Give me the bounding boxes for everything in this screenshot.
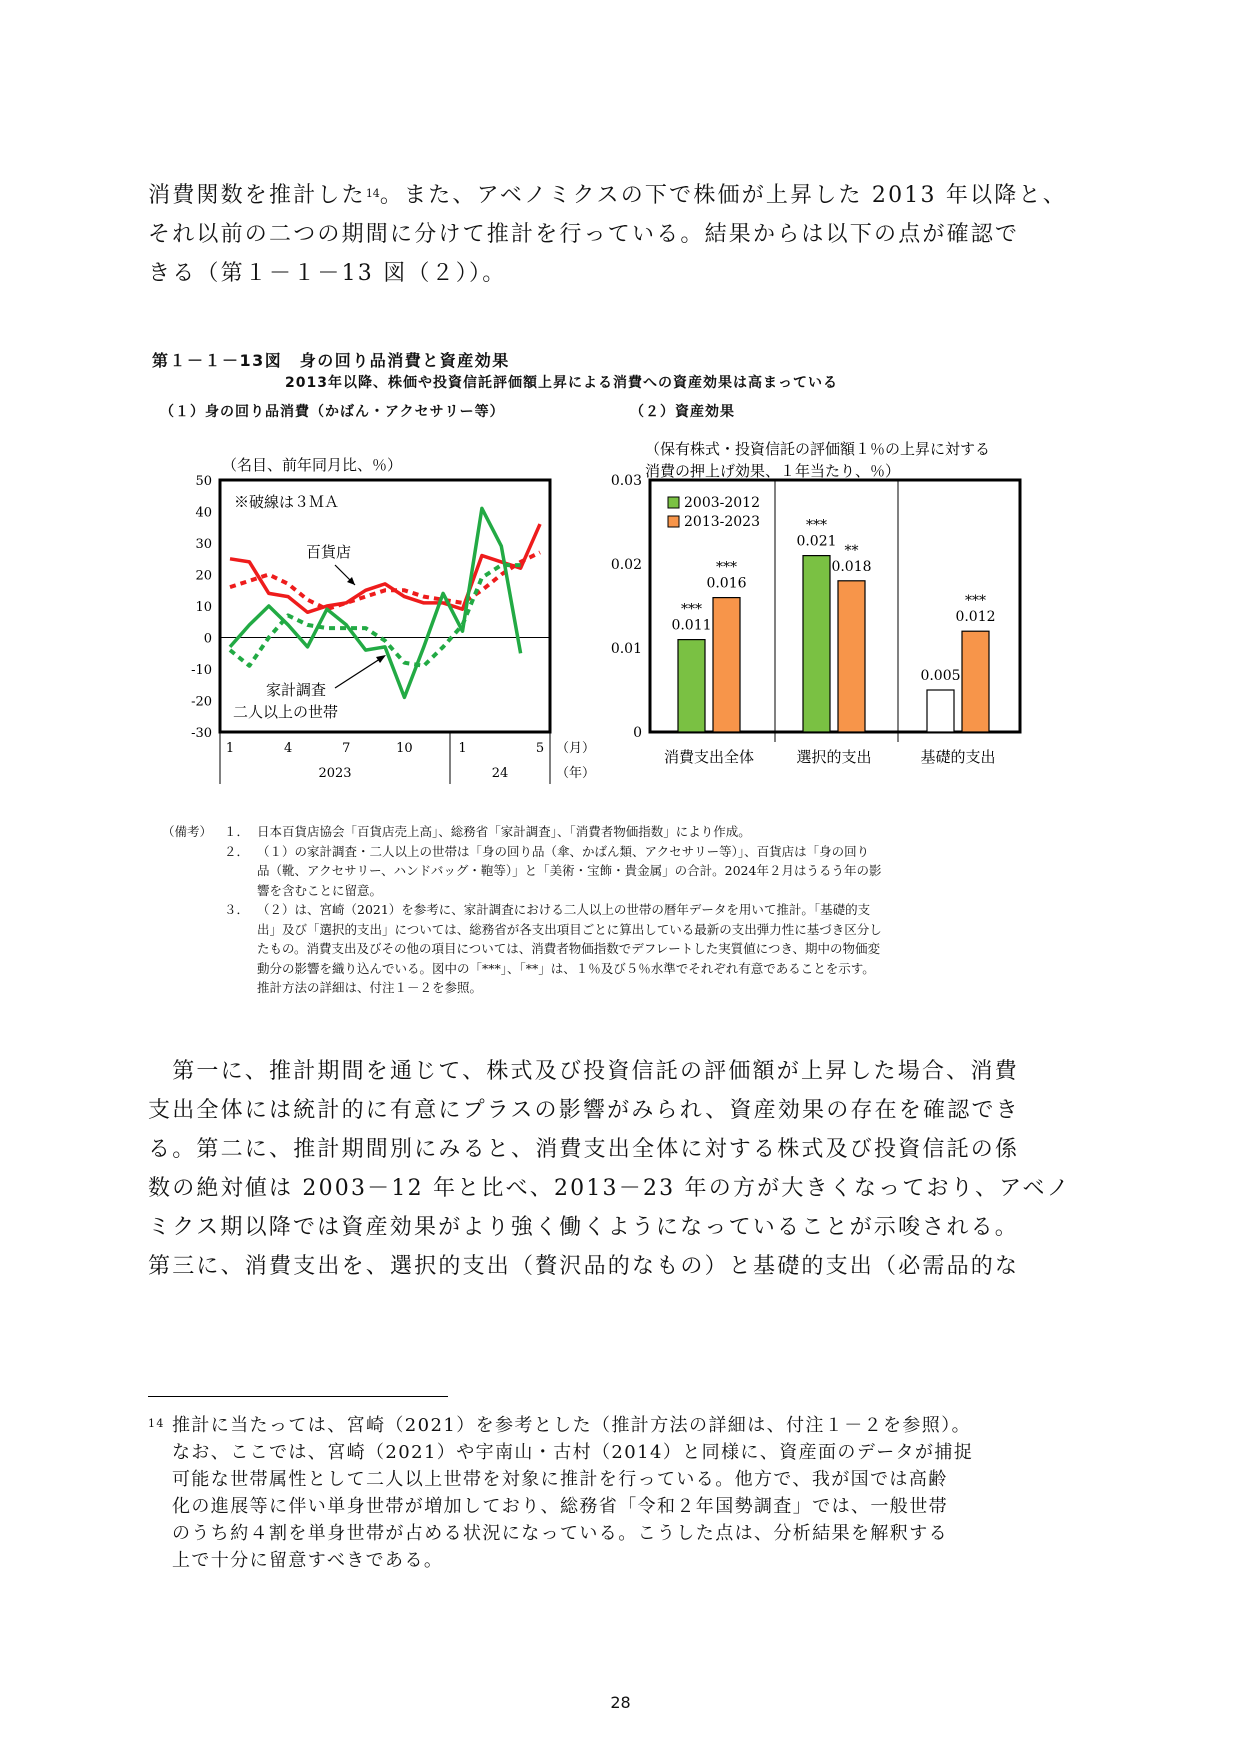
footnote-line: 上で十分に留意すべきである。: [172, 1550, 444, 1571]
note-line: （２）は、宮崎（2021）を参考に、家計調査における二人以上の世帯の暦年データを用いて推計。「基礎的支: [257, 902, 871, 917]
intro-line: それ以前の二つの期間に分けて推計を行っている。結果からは以下の点が確認で: [148, 222, 1020, 247]
x-month-unit: （月）: [556, 741, 596, 756]
intro-line: 消費関数を推計した$^{14}$。また、アベノミクスの下で株価が上昇した 2013 年以降と、: [148, 183, 1067, 208]
note-line: 推計方法の詳細は、付注１－２を参照。: [257, 980, 483, 995]
y-tick-label: 30: [195, 537, 212, 552]
legend-label: 2013-2023: [684, 514, 760, 530]
footnote-line: なお、ここでは、宮崎（2021）や宇南山・古村（2014）と同様に、資産面のデータが捕捉: [172, 1442, 974, 1463]
significance-label: **: [844, 542, 859, 559]
significance-label: ***: [965, 593, 986, 610]
note-item: [162, 842, 1092, 901]
annotation-household: 二人以上の世帯: [233, 703, 339, 721]
intro-paragraph: [148, 176, 1067, 293]
data-label: 0.011: [671, 617, 712, 634]
y-tick-label: 0.01: [610, 641, 642, 657]
body-line: る。第二に、推計期間別にみると、消費支出全体に対する株式及び投資信託の係: [148, 1137, 1020, 1162]
footnote-line: 推計に当たっては、宮崎（2021）を参考とした（推計方法の詳細は、付注１－２を参照）。: [172, 1415, 972, 1436]
y-tick-label: 0.03: [610, 473, 642, 489]
body-line: 支出全体には統計的に有意にプラスの影響がみられ、資産効果の存在を確認でき: [148, 1098, 1020, 1123]
data-label: 0.005: [920, 668, 961, 684]
x-year-unit: （年）: [556, 766, 596, 781]
footnote-divider: [148, 1396, 448, 1397]
note-line: 品（靴、アクセサリー、ハンドバッグ・鞄等）」と「美術・宝飾・貴金属」の合計。2024年２月はうるう年の影: [257, 863, 882, 878]
unit-label: 消費の押上げ効果、１年当たり、％）: [645, 462, 901, 480]
x-tick-label: 5: [535, 741, 545, 756]
panel1-title: （１）身の回り品消費（かばん・アクセサリー等）: [160, 404, 505, 420]
data-label: 0.021: [796, 533, 837, 550]
significance-label: ***: [806, 517, 827, 534]
y-tick-label: 20: [195, 568, 212, 584]
y-tick-label: 40: [195, 505, 212, 521]
body-paragraph: [148, 1052, 1071, 1286]
x-tick-label: 7: [342, 741, 351, 756]
bar: [803, 556, 830, 732]
legend-swatch: [668, 497, 679, 508]
category-label: 選択的支出: [796, 748, 872, 766]
x-year-label: 24: [491, 766, 509, 781]
figure-notes: [162, 822, 1092, 998]
bar: [678, 640, 705, 732]
note-line: たもの。消費支出及びその他の項目については、消費者物価指数でデフレートした実質値につき、期中の物価変: [257, 941, 881, 956]
x-tick-label: 1: [225, 741, 235, 756]
note-item: [162, 900, 1092, 998]
significance-label: ***: [716, 559, 737, 576]
data-label: 0.012: [955, 609, 996, 626]
note-number: ３．: [224, 902, 250, 917]
legend-swatch: [668, 516, 679, 527]
note-item: [162, 822, 1092, 842]
category-label: 消費支出全体: [663, 748, 755, 766]
y-tick-label: -20: [191, 694, 212, 710]
annotation-dept: 百貨店: [306, 543, 352, 561]
footnote-line: のうち約４割を単身世帯が占める状況になっている。こうした点は、分析結果を解釈する: [172, 1523, 948, 1544]
bar: [927, 690, 954, 732]
y-tick-label: 50: [195, 474, 212, 489]
annotation-household: 家計調査: [266, 681, 327, 699]
panel2-title: （２）資産効果: [630, 404, 735, 420]
figure-subtitle: 2013年以降、株価や投資信託評価額上昇による消費への資産効果は高まっている: [285, 375, 838, 391]
note-line: 出」及び「選択的支出」については、総務省が各支出項目ごとに算出している最新の支出弾力性に基づき区分し: [257, 921, 882, 937]
unit-label: （保有株式・投資信託の評価額１％の上昇に対する: [645, 440, 991, 458]
footnote-reference[interactable]: 14: [365, 187, 380, 200]
note-line: 動分の影響を織り込んでいる。図中の「***」、「**」は、１％及び５％水準でそれぞれ有意であることを示す。: [257, 960, 875, 976]
category-label: 基礎的支出: [920, 748, 996, 766]
note-line: 日本百貨店協会「百貨店売上高」、総務省「家計調査」、「消費者物価指数」により作成。: [257, 824, 751, 839]
footnote-line: 可能な世帯属性として二人以上世帯を対象に推計を行っている。他方で、我が国では高齢: [172, 1469, 948, 1490]
bar-chart: [611, 440, 1020, 766]
figure-charts: [0, 420, 1241, 800]
line-chart: [191, 456, 595, 784]
significance-label: ***: [681, 601, 702, 618]
data-label: 0.018: [831, 558, 872, 575]
y-tick-label: 0.02: [610, 557, 642, 573]
note-number: ２．: [224, 843, 250, 859]
note-line: 響を含むことに留意。: [257, 882, 383, 898]
y-tick-label: -30: [191, 726, 212, 741]
x-tick-label: 10: [396, 741, 413, 756]
intro-line: きる（第１－１－13 図（２））。: [148, 261, 507, 286]
body-line: 第三に、消費支出を、選択的支出（贅沢品的なもの）と基礎的支出（必需品的な: [148, 1254, 1020, 1279]
unit-label: （名目、前年同月比、％）: [222, 456, 403, 474]
y-tick-label: -10: [191, 663, 212, 678]
chart-note: ※破線は３ＭＡ: [234, 493, 340, 511]
body-line: ミクス期以降では資産効果がより強く働くようになっていることが示唆される。: [148, 1215, 1019, 1240]
x-year-label: 2023: [318, 766, 352, 781]
figure-title: 第１－１－13図 身の回り品消費と資産効果: [152, 351, 510, 370]
bar: [962, 631, 989, 732]
data-label: 0.016: [706, 575, 747, 592]
note-line: （１）の家計調査・二人以上の世帯は「身の回り品（傘、かばん類、アクセサリー等）」、百貨店は「身の回り: [257, 843, 870, 859]
y-tick-label: 0: [203, 631, 212, 647]
page-number: 28: [610, 1693, 631, 1712]
footnote-line: 化の進展等に伴い単身世帯が増加しており、総務省「令和２年国勢調査」では、一般世帯: [172, 1496, 948, 1517]
y-tick-label: 10: [195, 600, 212, 615]
x-tick-label: 4: [283, 741, 293, 756]
footnote: [148, 1412, 1098, 1574]
body-line: 第一に、推計期間を通じて、株式及び投資信託の評価額が上昇した場合、消費: [148, 1059, 1019, 1084]
legend-label: 2003-2012: [684, 495, 760, 511]
y-tick-label: 0: [633, 725, 642, 741]
bar: [713, 598, 740, 732]
x-tick-label: 1: [458, 741, 467, 756]
footnote-mark: 14: [148, 1417, 165, 1430]
body-line: 数の絶対値は 2003－12 年と比べ、2013－23 年の方が大きくなっており、アベノ: [148, 1176, 1071, 1201]
notes-head: （備考）: [162, 824, 213, 839]
note-number: １．: [224, 824, 250, 839]
bar: [838, 581, 865, 732]
